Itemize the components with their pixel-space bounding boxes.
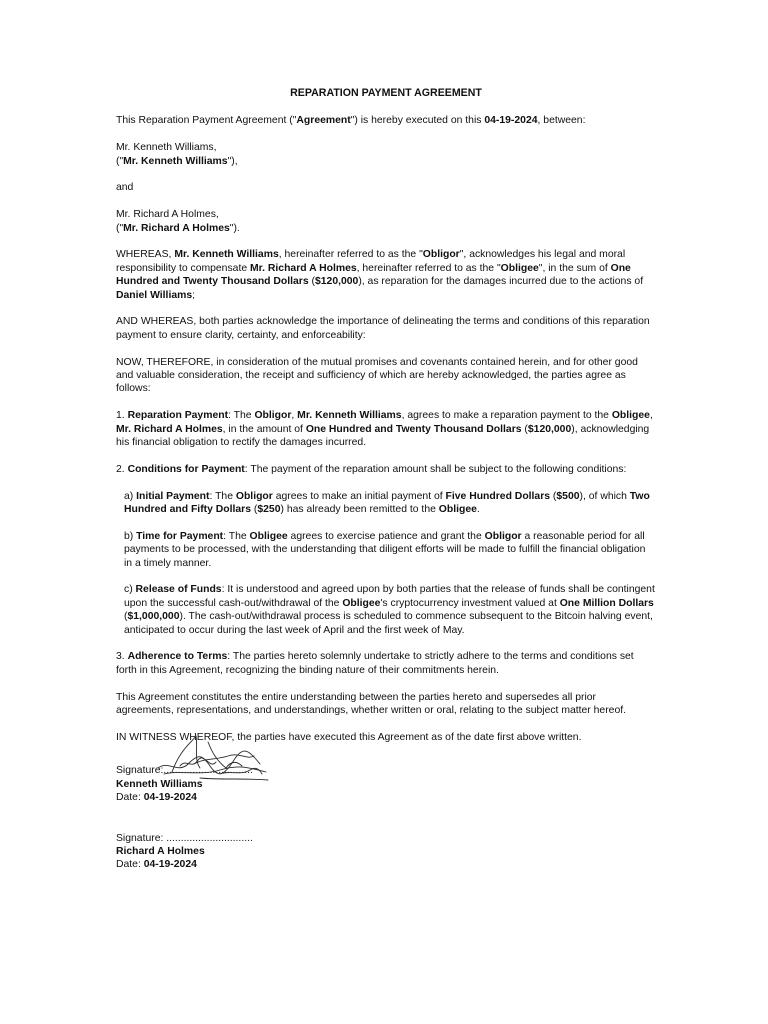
text: ( bbox=[550, 490, 557, 502]
party-1-block bbox=[116, 141, 656, 168]
alias-quote: (" bbox=[116, 155, 124, 167]
signatory-2-name: Richard A Holmes bbox=[116, 845, 205, 857]
text: , hereinafter referred to as the " bbox=[278, 249, 423, 261]
therefore-paragraph: NOW, THEREFORE, in consideration of the mutual promises and covenants contained herein, and for other good and valuable consideration, the receipt and sufficiency of which are hereby acknowledged, the parties agree as follows: bbox=[116, 356, 638, 395]
clause-heading: Adherence to Terms bbox=[127, 651, 228, 663]
bold-text: $250 bbox=[257, 504, 281, 516]
bold-text: Five Hundred Dollars bbox=[445, 490, 551, 502]
entire-agreement-paragraph: This Agreement constitutes the entire understanding between the parties hereto and supersedes all prior agreements, representations, and understandings, whether written or oral, relating to the subject matter hereof. bbox=[116, 691, 627, 717]
subclause-c-paragraph bbox=[116, 583, 656, 637]
text: ). The cash-out/withdrawal process is scheduled to commence subsequent to the Bitcoin halving event, anticipated to occur during the last week of April and the first week of May. bbox=[124, 611, 653, 636]
text: agrees to exercise patience and grant the bbox=[287, 530, 485, 542]
agreement-body bbox=[116, 87, 656, 872]
clause-3-paragraph bbox=[116, 650, 656, 677]
intro-text: This Reparation Payment Agreement (" bbox=[116, 115, 297, 127]
signature-stroke bbox=[194, 755, 254, 764]
text: . bbox=[476, 504, 480, 516]
subclause-b-paragraph bbox=[116, 530, 656, 570]
date-label: Date: bbox=[116, 792, 144, 804]
bold-text: $120,000 bbox=[314, 276, 359, 288]
text: ), as reparation for the damages incurred due to the actions of bbox=[358, 276, 644, 288]
whereas-2-paragraph: AND WHEREAS, both parties acknowledge the importance of delineating the terms and conditions of this reparation payment to ensure clarity, certainty, and enforceability: bbox=[116, 316, 650, 341]
bold-text: One Million Dollars bbox=[559, 597, 654, 609]
whereas-1-paragraph bbox=[116, 248, 656, 302]
subclause-a-paragraph bbox=[116, 490, 656, 517]
date-value: 04-19-2024 bbox=[143, 792, 197, 804]
signature-dots: ............................... bbox=[163, 765, 253, 777]
signatory-1-name: Kenneth Williams bbox=[116, 778, 203, 790]
bold-text: Obligor bbox=[235, 490, 273, 502]
bold-text: Mr. Richard A Holmes bbox=[250, 262, 357, 274]
signature-block-2 bbox=[116, 832, 656, 872]
bold-text: Mr. Kenneth Williams bbox=[297, 410, 402, 422]
party-2-alias-name: Mr. Richard A Holmes bbox=[123, 222, 230, 234]
signature-dots: .............................. bbox=[166, 832, 253, 844]
text: , bbox=[649, 410, 653, 422]
text: : The parties hereto solemnly undertake to strictly adhere to the terms and conditions set forth in this Agreement, recognizing the binding nature of their commitments herein. bbox=[116, 651, 634, 676]
bold-text: One Hundred and Twenty Thousand Dollars bbox=[305, 423, 522, 435]
bold-text: Obligor bbox=[422, 249, 460, 261]
text: , in the amount of bbox=[222, 423, 306, 435]
clause-heading: Reparation Payment bbox=[127, 410, 229, 422]
text: : It is understood and agreed upon by both parties that the release of funds shall be contingent upon the successful cash-out/withdrawal of the bbox=[124, 584, 655, 609]
signature-stroke bbox=[172, 736, 200, 772]
clause-2-paragraph bbox=[116, 463, 656, 476]
bold-text: Obligor bbox=[484, 530, 522, 542]
text: ", acknowledges his legal and moral responsibility to compensate bbox=[116, 249, 626, 274]
text: ( bbox=[308, 276, 315, 288]
text: ), of which bbox=[579, 490, 630, 502]
clause-number: 3. bbox=[116, 651, 128, 663]
party-1-name: Mr. Kenneth Williams, bbox=[116, 142, 217, 154]
text: a reasonable period for all payments to be processed, with the understanding that diligent efforts will be made to fulfill the financial obligation in a timely manner. bbox=[124, 530, 646, 569]
text: , hereinafter referred to as the " bbox=[356, 262, 501, 274]
bold-text: Mr. Kenneth Williams bbox=[174, 249, 279, 261]
bold-text: Two Hundred and Fifty Dollars bbox=[124, 490, 650, 516]
clause-number: 1. bbox=[116, 410, 128, 422]
bold-text: Daniel Williams bbox=[116, 289, 193, 301]
party-2-name: Mr. Richard A Holmes, bbox=[116, 209, 219, 221]
text: 's cryptocurrency investment valued at bbox=[380, 597, 560, 609]
text: , bbox=[291, 410, 298, 422]
subclause-heading: Release of Funds bbox=[135, 584, 222, 596]
and-text: and bbox=[116, 182, 134, 194]
intro-date: 04-19-2024 bbox=[484, 115, 538, 127]
text: ( bbox=[521, 423, 528, 435]
text: ) has already been remitted to the bbox=[280, 504, 439, 516]
bold-text: Obligee bbox=[500, 262, 539, 274]
clause-1-paragraph bbox=[116, 409, 656, 449]
bold-text: Obligee bbox=[438, 504, 477, 516]
witness-paragraph: IN WITNESS WHEREOF, the parties have executed this Agreement as of the date first above written. bbox=[116, 731, 582, 743]
alias-quote: "), bbox=[227, 155, 238, 167]
date-label: Date: bbox=[116, 859, 144, 871]
alias-quote: (" bbox=[116, 222, 124, 234]
signature-label: Signature: bbox=[116, 832, 167, 844]
subclause-heading: Time for Payment bbox=[136, 530, 224, 542]
bold-text: One Hundred and Twenty Thousand Dollars bbox=[116, 262, 631, 288]
subclause-heading: Initial Payment bbox=[136, 490, 210, 502]
signatory-2-date bbox=[116, 858, 656, 871]
text: ( bbox=[251, 504, 258, 516]
bold-text: Mr. Richard A Holmes bbox=[116, 423, 223, 435]
text: : The bbox=[223, 530, 250, 542]
bold-text: $500 bbox=[556, 490, 580, 502]
bold-text: Obligee bbox=[342, 597, 381, 609]
text: agrees to make an initial payment of bbox=[272, 490, 446, 502]
bold-text: Obligor bbox=[254, 410, 292, 422]
document-title: REPARATION PAYMENT AGREEMENT bbox=[290, 87, 482, 99]
clause-number: 2. bbox=[116, 463, 128, 475]
bold-text: Obligee bbox=[611, 410, 650, 422]
intro-text: ") is hereby executed on this bbox=[350, 115, 485, 127]
text: : The payment of the reparation amount shall be subject to the following conditions: bbox=[244, 463, 627, 475]
date-value: 04-19-2024 bbox=[143, 859, 197, 871]
subclause-label: b) bbox=[124, 530, 137, 542]
text: ; bbox=[192, 289, 196, 301]
text: ), acknowledging his financial obligation to rectify the damages incurred. bbox=[116, 423, 650, 449]
signature-block-1 bbox=[116, 764, 656, 804]
bold-text: $120,000 bbox=[527, 423, 572, 435]
signature-2-line[interactable] bbox=[116, 832, 656, 845]
party-1-alias bbox=[116, 155, 656, 168]
party-2-block bbox=[116, 208, 656, 235]
signature-stroke bbox=[200, 778, 268, 780]
party-1-alias-name: Mr. Kenneth Williams bbox=[123, 155, 228, 167]
subclause-label: a) bbox=[124, 490, 137, 502]
party-2-alias bbox=[116, 222, 656, 235]
signature-label: Signature: bbox=[116, 765, 164, 777]
intro-paragraph bbox=[116, 114, 656, 127]
text: : The bbox=[228, 410, 255, 422]
handwritten-signature-image bbox=[150, 730, 270, 786]
alias-quote: "). bbox=[229, 222, 240, 234]
subclause-label: c) bbox=[124, 584, 136, 596]
clause-heading: Conditions for Payment bbox=[127, 463, 245, 475]
signatory-1-date bbox=[116, 791, 656, 804]
bold-text: $1,000,000 bbox=[127, 611, 180, 623]
text: : The bbox=[209, 490, 236, 502]
bold-text: Obligee bbox=[249, 530, 288, 542]
text: WHEREAS, bbox=[116, 249, 175, 261]
text: ", in the sum of bbox=[538, 262, 611, 274]
intro-text: , between: bbox=[537, 115, 586, 127]
text: , agrees to make a reparation payment to the bbox=[401, 410, 612, 422]
intro-agreement-term: Agreement bbox=[296, 115, 351, 127]
text: ( bbox=[124, 611, 128, 623]
